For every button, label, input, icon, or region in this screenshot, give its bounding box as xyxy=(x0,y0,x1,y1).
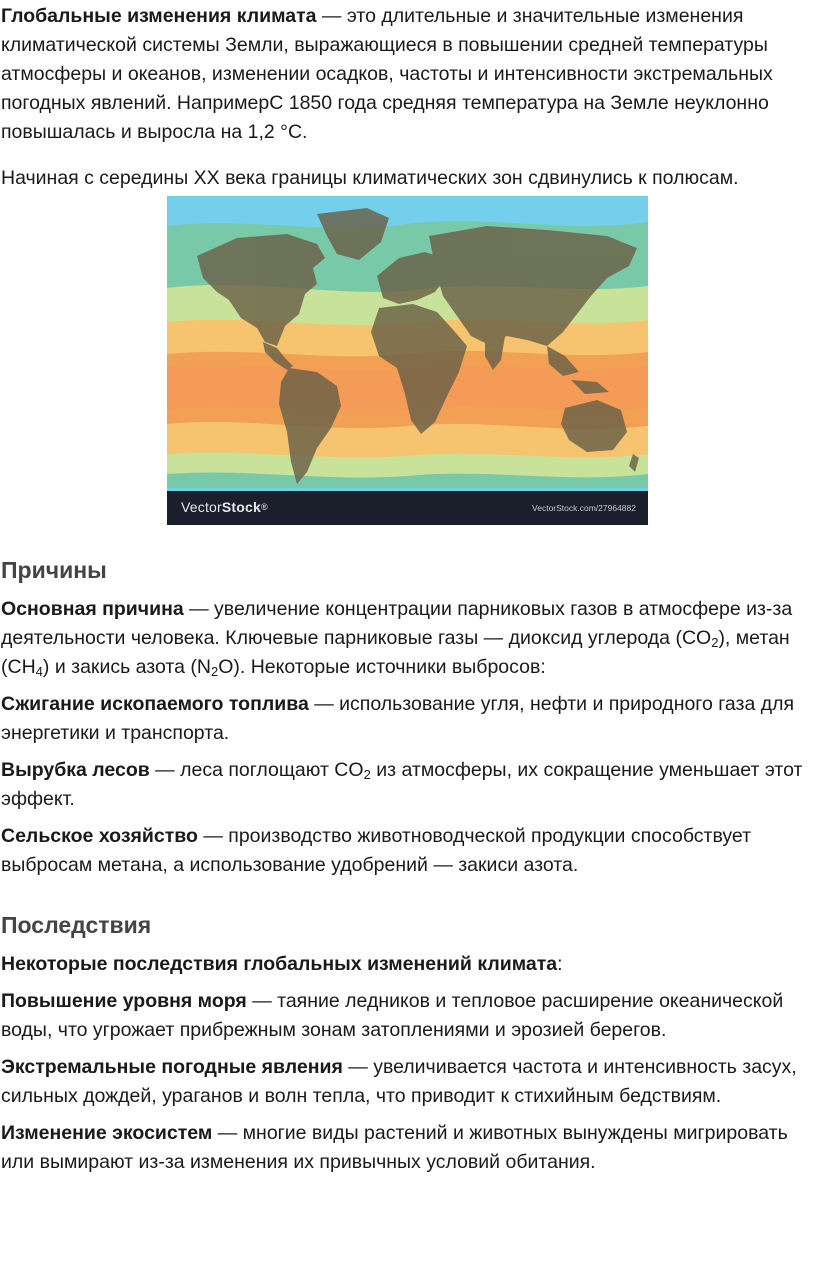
forest-paragraph xyxy=(1,756,816,814)
vectorstock-logo: VectorStock® xyxy=(181,499,268,515)
fuel-text: — использование угля, нефти и природного газа для энергетики и транспорта. xyxy=(1,693,795,744)
ecosystems-text: — многие виды растений и животных вынуждены мигрировать или вымирают из-за изменения их привычных условий обитания. xyxy=(1,1122,788,1173)
main-cause-text-4: O). Некоторые источники выбросов: xyxy=(218,656,546,678)
causes-heading: Причины xyxy=(1,557,107,583)
vectorstock-url: VectorStock.com/27964882 xyxy=(532,503,636,513)
intro-text: — это длительные и значительные изменения климатической системы Земли, выражающиеся в повышении средней температуры атмосферы и океанов, изменении осадков, частоты и интенсивности экстремальных погодных явлений. НапримерС 1850 года средняя температура на Земле неуклонно повышалась и выросла на 1,2 °C. xyxy=(1,5,773,143)
main-cause-text-3: ) и закись азота (N xyxy=(42,656,211,678)
main-cause-paragraph xyxy=(1,595,816,682)
sea-level-text: — таяние ледников и тепловое расширение океанической воды, что угрожает прибрежным зонам затоплениями и эрозией берегов. xyxy=(1,990,784,1041)
co2-subscript: 2 xyxy=(711,635,719,650)
ch4-subscript: 4 xyxy=(35,664,43,679)
effects-lead-paragraph xyxy=(1,950,816,979)
effects-heading: Последствия xyxy=(1,912,152,938)
effects-lead-text: : xyxy=(557,953,563,975)
forest-co2-subscript: 2 xyxy=(363,767,371,782)
fuel-term: Сжигание ископаемого топлива xyxy=(1,693,309,715)
extreme-weather-text: — увеличивается частота и интенсивность засух, сильных дождей, ураганов и волн тепла, что приводит к стихийным бедствиям. xyxy=(1,1056,797,1107)
forest-text: — леса поглощают CO xyxy=(149,759,364,781)
n2o-subscript: 2 xyxy=(210,664,219,679)
intro-paragraph xyxy=(0,0,816,147)
extreme-weather-term: Экстремальные погодные явления xyxy=(1,1056,343,1078)
main-cause-term: Основная причина xyxy=(1,598,184,620)
climate-zones-paragraph: Начиная с середины XX века границы климатических зон сдвинулись к полюсам. xyxy=(1,167,739,189)
ecosystems-paragraph xyxy=(1,1119,816,1177)
effects-lead-term: Некоторые последствия глобальных изменений климата xyxy=(1,953,558,975)
ecosystems-term: Изменение экосистем xyxy=(1,1122,213,1144)
agriculture-paragraph xyxy=(1,822,816,880)
forest-term: Вырубка лесов xyxy=(1,759,150,781)
climate-zones-map xyxy=(167,196,648,525)
agriculture-text: — производство животноводческой продукции способствует выбросам метана, а использование удобрений — закиси азота. xyxy=(1,825,752,876)
main-cause-text: — увеличение концентрации парниковых газов в атмосфере из-за деятельности человека. Ключевые парниковые газы — диоксид углерода (CO xyxy=(1,598,793,649)
fuel-paragraph xyxy=(1,690,816,748)
main-cause-text-2: ), метан (CH xyxy=(1,627,790,678)
world-map-image xyxy=(167,196,648,525)
intro-term: Глобальные изменения климата xyxy=(1,5,317,27)
sea-level-paragraph xyxy=(1,987,816,1045)
watermark-bar xyxy=(167,491,648,525)
agriculture-term: Сельское хозяйство xyxy=(1,825,198,847)
forest-text-2: из атмосферы, их сокращение уменьшает этот эффект. xyxy=(1,759,803,810)
extreme-weather-paragraph xyxy=(1,1053,816,1111)
sea-level-term: Повышение уровня моря xyxy=(1,990,247,1012)
